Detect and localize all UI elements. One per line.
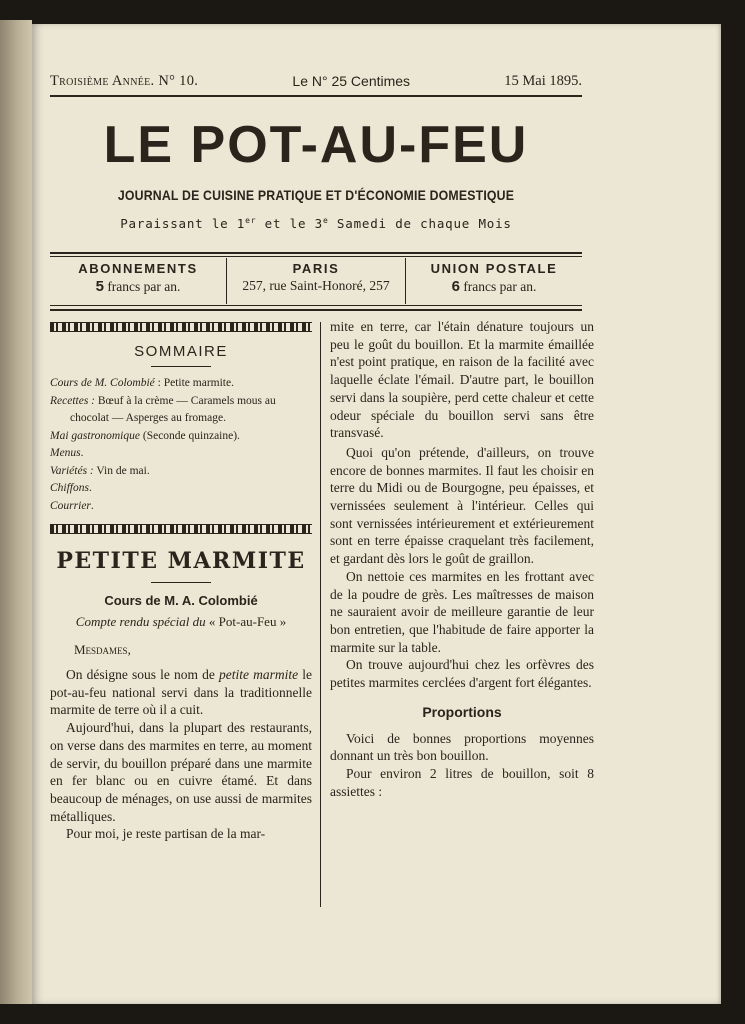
- right-column: [330, 318, 594, 801]
- journal-subtitle: JOURNAL DE CUISINE PRATIQUE ET D'ÉCONOMIE DOMESTIQUE: [117, 187, 515, 203]
- subscriptions-box: [50, 256, 582, 306]
- subscriptions-rule-bottom-2: [50, 309, 582, 311]
- paragraph: Quoi qu'on prétende, d'ailleurs, on trouve encore de bonnes marmites. Il faut les choisir en terre du Midi ou de Bourgogne, peu épaisses, et vernissées seulement à l'intérieur. Celles qui sont vernissées intérieurement et extérieurement sont en terre épaisse craquelant très facilement, et gardant dès lors le goût de graillon.: [330, 444, 594, 567]
- paragraph: Aujourd'hui, dans la plupart des restaurants, on verse dans des marmites en terre, au moment de servir, du bouillon préparé dans une marmite en fer blanc ou en cuivre étamé. Et dans beaucoup de ménages, on use aussi de marmites métalliques.: [50, 720, 312, 824]
- toc-item: Variétés : Vin de mai.: [50, 464, 150, 477]
- publication-frequency: Paraissant le 1er et le 3e Samedi de chaque Mois: [120, 216, 512, 232]
- issue-number: Troisième Année. N° 10.: [50, 72, 199, 89]
- subscription-address: PARIS 257, rue Saint-Honoré, 257: [242, 261, 390, 293]
- article-byline: Cours de M. A. Colombié: [104, 593, 258, 608]
- facing-page-edge: [0, 20, 32, 1004]
- article-source: Compte rendu spécial du « Pot-au-Feu »: [75, 614, 287, 629]
- subscriptions-rule-bottom-1: [50, 305, 582, 306]
- toc-item: chocolat — Asperges au fromage.: [70, 412, 226, 424]
- issue-date: 15 Mai 1895.: [504, 72, 582, 89]
- journal-title: LE POT-AU-FEU: [103, 116, 529, 174]
- paragraph: mite en terre, car l'étain dénature toujours un peu le goût du bouillon. Et la marmite émaillée n'est point pratique, en raison de la facilité avec laquelle éclate l'émail. D'autre part, le bouillon servi dans la soupière, perd cette chaleur et cette odeur spéciale du bouillon servi sans être transvasé.: [330, 319, 594, 441]
- subscription-postal-union: UNION POSTALE 6 francs par an.: [430, 261, 558, 295]
- header-rule: [50, 95, 582, 97]
- ornamental-border: [50, 524, 312, 534]
- paragraph: Pour moi, je reste partisan de la mar-: [66, 826, 266, 842]
- issue-price: Le N° 25 Centimes: [292, 73, 411, 89]
- salutation: Mesdames,: [74, 642, 131, 657]
- paragraph: On nettoie ces marmites en les frottant avec de la poudre de grès. Les maîtresses de maison ne sauraient avoir de meilleure garantie de leur bon entretien, que l'habitude de faire apporter la marmite sur la table.: [330, 568, 594, 655]
- left-column: [50, 322, 312, 843]
- subscriptions-rule-top-1: [50, 252, 582, 254]
- short-rule: [151, 582, 211, 583]
- article-title: PETITE MARMITE: [56, 548, 306, 574]
- toc-item: Chiffons.: [50, 482, 92, 494]
- column-divider: [320, 322, 321, 907]
- paragraph: On trouve aujourd'hui chez les orfèvres des petites marmites cerclées d'argent fort élégantes.: [330, 657, 594, 691]
- table-of-contents: [50, 375, 312, 515]
- short-rule: [151, 366, 211, 367]
- paragraph: On désigne sous le nom de petite marmite le pot-au-feu national servi dans la traditionnelle marmite de terre où il a cuit.: [50, 667, 313, 718]
- paragraph: Pour environ 2 litres de bouillon, soit 8 assiettes :: [330, 766, 594, 799]
- proportions-heading: Proportions: [422, 703, 502, 720]
- toc-item: Courrier.: [50, 499, 94, 512]
- subscription-annual: ABONNEMENTS 5 francs par an.: [78, 261, 198, 295]
- toc-item: Mai gastronomique (Seconde quinzaine).: [50, 429, 240, 442]
- ornamental-border: [50, 322, 312, 332]
- paragraph: Voici de bonnes proportions moyennes donnant un très bon bouillon.: [330, 730, 594, 764]
- toc-item: Recettes : Bœuf à la crème — Caramels mous au: [50, 394, 276, 407]
- issue-line: [50, 70, 582, 92]
- sommaire-heading: SOMMAIRE: [134, 343, 228, 360]
- toc-item: Cours de M. Colombié : Petite marmite.: [50, 377, 234, 389]
- toc-item: Menus.: [50, 447, 84, 459]
